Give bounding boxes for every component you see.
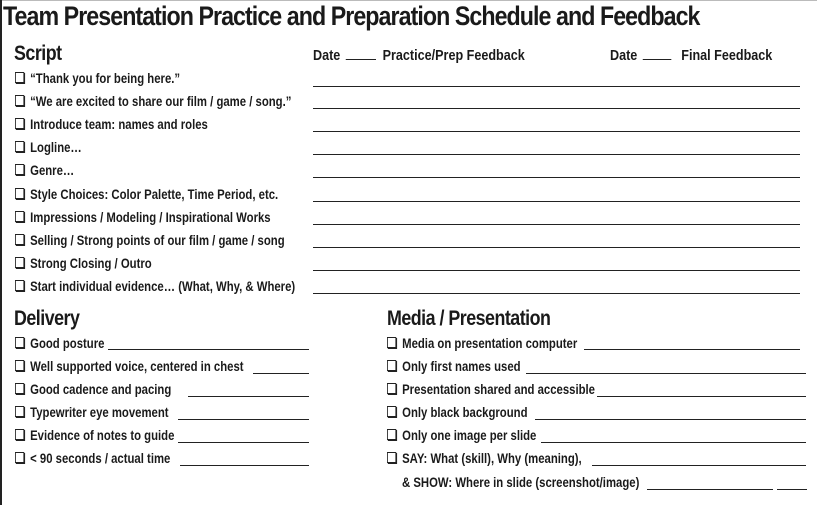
script-item-thank-you[interactable]: “Thank you for being here.” xyxy=(15,71,180,87)
checkbox-icon[interactable] xyxy=(15,257,24,268)
final-feedback-header xyxy=(610,46,772,65)
delivery-item-voice[interactable]: Well supported voice, centered in chest xyxy=(15,359,244,375)
script-item-strong-closing[interactable]: Strong Closing / Outro xyxy=(15,256,152,272)
script-item-individual-evidence[interactable]: Start individual evidence… (What, Why, & Where) xyxy=(15,279,295,295)
practice-feedback-label: Practice/Prep Feedback xyxy=(382,47,525,64)
checkbox-icon[interactable] xyxy=(387,383,396,394)
feedback-line[interactable] xyxy=(313,154,800,155)
delivery-heading: Delivery xyxy=(14,307,80,330)
feedback-line[interactable] xyxy=(313,86,800,87)
checkbox-icon[interactable] xyxy=(387,360,396,371)
checkbox-icon[interactable] xyxy=(387,452,396,463)
delivery-answer-line[interactable] xyxy=(178,442,309,443)
delivery-answer-line[interactable] xyxy=(180,465,309,466)
delivery-item-notes[interactable]: Evidence of notes to guide xyxy=(15,428,174,444)
delivery-answer-line[interactable] xyxy=(253,373,309,374)
delivery-item-time[interactable]: < 90 seconds / actual time xyxy=(15,451,170,467)
script-item-introduce-team[interactable]: Introduce team: names and roles xyxy=(15,117,208,133)
media-item-computer[interactable]: Media on presentation computer xyxy=(387,336,577,352)
frame-left-border xyxy=(0,0,2,505)
date-blank-1[interactable] xyxy=(345,46,375,60)
page-title: Team Presentation Practice and Preparation Schedule and Feedback xyxy=(3,1,700,31)
media-item-show: & SHOW: Where in slide (screenshot/image) xyxy=(402,475,640,490)
checkbox-icon[interactable] xyxy=(15,164,24,175)
media-item-one-image[interactable]: Only one image per slide xyxy=(387,428,536,444)
delivery-item-cadence[interactable]: Good cadence and pacing xyxy=(15,382,171,398)
checkbox-icon[interactable] xyxy=(387,337,396,348)
final-feedback-label: Final Feedback xyxy=(681,47,773,64)
media-heading: Media / Presentation xyxy=(387,307,551,330)
checkbox-icon[interactable] xyxy=(15,383,24,394)
script-item-style-choices[interactable]: Style Choices: Color Palette, Time Period, etc. xyxy=(15,187,278,203)
media-item-first-names[interactable]: Only first names used xyxy=(387,359,521,375)
checkbox-icon[interactable] xyxy=(15,360,24,371)
media-answer-line[interactable] xyxy=(592,465,806,466)
date-label-1: Date xyxy=(313,47,341,64)
script-heading: Script xyxy=(14,42,62,65)
practice-feedback-header xyxy=(313,46,525,65)
feedback-line[interactable] xyxy=(313,108,800,109)
media-answer-line[interactable] xyxy=(584,349,800,350)
checkbox-icon[interactable] xyxy=(15,188,24,199)
checkbox-icon[interactable] xyxy=(387,406,396,417)
checkbox-icon[interactable] xyxy=(15,211,24,222)
checkbox-icon[interactable] xyxy=(15,406,24,417)
checkbox-icon[interactable] xyxy=(15,337,24,348)
checkbox-icon[interactable] xyxy=(15,452,24,463)
media-item-say[interactable]: SAY: What (skill), Why (meaning), xyxy=(387,451,582,467)
checkbox-icon[interactable] xyxy=(15,95,24,106)
feedback-line[interactable] xyxy=(313,293,800,294)
checkbox-icon[interactable] xyxy=(15,118,24,129)
script-item-selling-points[interactable]: Selling / Strong points of our film / game / song xyxy=(15,233,285,249)
delivery-answer-line[interactable] xyxy=(178,419,309,420)
script-item-excited[interactable]: “We are excited to share our film / game / song.” xyxy=(15,94,291,110)
checkbox-icon[interactable] xyxy=(387,429,396,440)
feedback-line[interactable] xyxy=(313,224,800,225)
media-answer-line[interactable] xyxy=(597,396,806,397)
delivery-item-posture[interactable]: Good posture xyxy=(15,336,104,352)
feedback-line[interactable] xyxy=(313,270,800,271)
feedback-line[interactable] xyxy=(313,177,800,178)
feedback-line[interactable] xyxy=(313,131,800,132)
date-label-2: Date xyxy=(610,47,638,64)
media-answer-line[interactable] xyxy=(541,442,806,443)
media-answer-line[interactable] xyxy=(647,489,773,490)
checkbox-icon[interactable] xyxy=(15,429,24,440)
media-item-shared[interactable]: Presentation shared and accessible xyxy=(387,382,595,398)
media-answer-line[interactable] xyxy=(777,489,807,490)
date-blank-2[interactable] xyxy=(642,46,671,60)
feedback-line[interactable] xyxy=(313,247,800,248)
media-item-black-background[interactable]: Only black background xyxy=(387,405,528,421)
checkbox-icon[interactable] xyxy=(15,72,24,83)
delivery-answer-line[interactable] xyxy=(188,396,309,397)
script-item-impressions[interactable]: Impressions / Modeling / Inspirational Works xyxy=(15,210,271,226)
script-item-logline[interactable]: Logline… xyxy=(15,140,82,156)
script-item-genre[interactable]: Genre… xyxy=(15,163,74,179)
delivery-item-eye-movement[interactable]: Typewriter eye movement xyxy=(15,405,169,421)
feedback-line[interactable] xyxy=(313,201,800,202)
delivery-answer-line[interactable] xyxy=(108,349,309,350)
checkbox-icon[interactable] xyxy=(15,141,24,152)
checkbox-icon[interactable] xyxy=(15,234,24,245)
media-answer-line[interactable] xyxy=(526,373,806,374)
checkbox-icon[interactable] xyxy=(15,280,24,291)
media-answer-line[interactable] xyxy=(535,419,806,420)
